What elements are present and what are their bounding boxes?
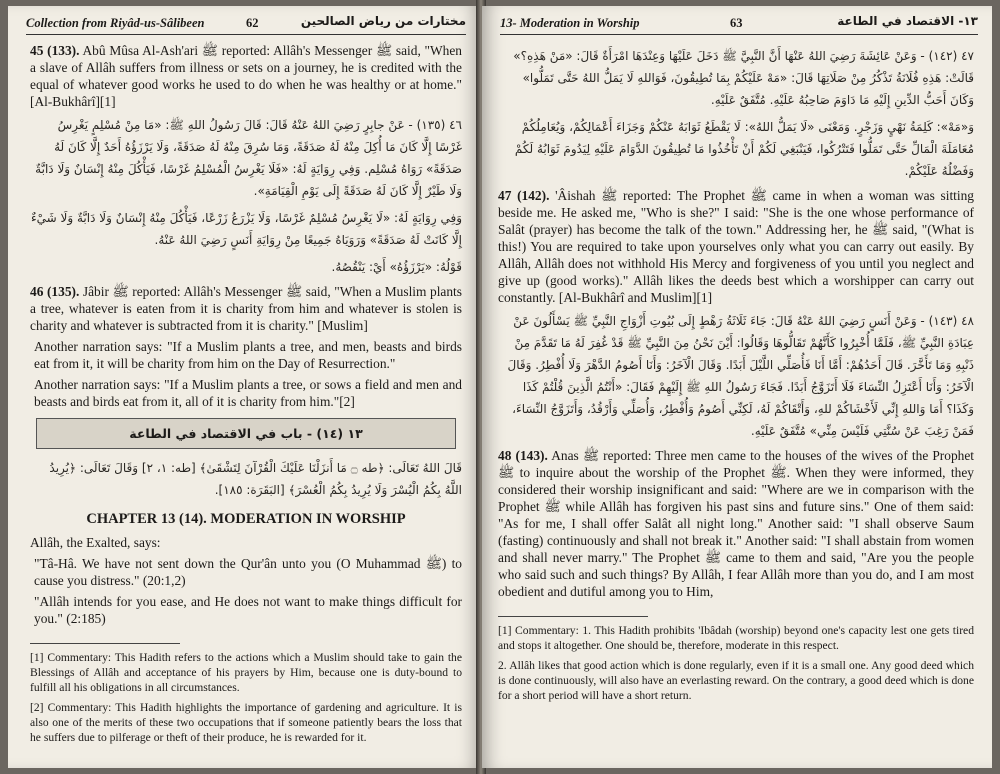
hadith-48 [498,447,974,600]
hadith-label: 48 (143). [498,448,548,463]
arabic-hadith-46-gloss: قَوْلُهُ: «يَرْزَؤُهُ» أَيْ: يَنْقُصُهُ. [331,260,462,274]
chapter-running-title: 13- Moderation in Worship [500,16,640,30]
right-page-header [500,14,978,35]
hadith-label: 45 (133). [30,43,80,58]
hadith-text: Jâbir ﷺ reported: Allâh's Messenger ﷺ said, "When a Muslim plants a tree, whatever is eaten from it is charity from him and whatever is stolen is charity and whatever is subtracted from it is charity." [Muslim] [30,284,462,333]
page-number: 62 [246,16,259,30]
hadith-46 [30,283,462,334]
left-page-header [26,14,466,35]
chapter-intro: Allâh, the Exalted, says: [30,535,161,550]
verse-2: "Allâh intends for you ease, and He does not want to make things difficult for you." (2:185) [34,594,462,626]
hadith-46-narration-3: Another narration says: "If a Muslim plants a tree, or sows a field and men and beasts and birds eat from it, all of it is charity from him."[2] [34,377,462,409]
arabic-chapter-heading: ١٣ (١٤) - باب في الاقتصاد في الطاعة [36,418,456,449]
chapter-title: CHAPTER 13 (14). MODERATION IN WORSHIP [86,511,406,527]
hadith-label: 46 (135). [30,284,80,299]
footnote-divider [498,616,648,617]
book-title: Collection from Riyâd-us-Sâlibeen [26,16,205,30]
footnote-2: [2] Commentary: This Hadith highlights the importance of gardening and agriculture. It is also one of the merits of these two occupations that if someone patiently bears the loss that he suffers due to pilferage or theft of their produce, he is rewarded for it. [30,701,462,744]
page-number: 63 [730,16,743,30]
hadith-text: Abû Mûsa Al-Ash'ari ﷺ reported: Allâh's Messenger ﷺ said, "When a slave of Allâh suffers from illness or sets on a journey, he is credited with the equal of whatever good works he used to do when he was healthy or at home." [Al-Bukhârî][1] [30,43,462,109]
right-page-body [498,42,974,708]
arabic-hadith-48: ٤٨ (١٤٣) - وَعَنْ أَنَسٍ رَضِيَ اللهُ عَنْهُ قَالَ: جَاءَ ثَلَاثَةُ رَهْطٍ إِلَى بُيُوتِ أَزْوَاجِ النَّبِيِّ ﷺ يَسْأَلُونَ عَنْ عِبَادَةِ النَّبِيِّ ﷺ، فَلَمَّا أُخْبِرُوا كَأَنَّهُمْ تَقَالُّوهَا وَقَالُوا: أَيْنَ نَحْنُ مِنَ النَّبِيِّ ﷺ قَدْ غُفِرَ لَهُ مَا تَقَدَّمَ مِنْ ذَنْبِهِ وَمَا تَأَخَّرَ. قَالَ أَحَدُهُمْ: أَمَّا أَنَا فَأُصَلِّي اللَّيْلَ أَبَدًا. وَقَالَ الْآخَرُ: وَأَنَا أَصُومُ الدَّهْرَ وَلَا أُفْطِرُ. وَقَالَ الْآخَرُ: وَأَنَا أَعْتَزِلُ النِّسَاءَ فَلَا أَتَزَوَّجُ أَبَدًا. فَجَاءَ رَسُولُ اللهِ ﷺ إِلَيْهِمْ فَقَالَ: «أَنْتُمُ الَّذِينَ قُلْتُمْ كَذَا وَكَذَا؟ أَمَا وَاللهِ إِنِّي لَأَخْشَاكُمْ للهِ، وَأَتْقَاكُمْ لَهُ، لَكِنِّي أَصُومُ وَأُفْطِرُ، وَأُصَلِّي وَأَرْقُدُ، وَأَتَزَوَّجُ النِّسَاءَ، فَمَنْ رَغِبَ عَنْ سُنَّتِي فَلَيْسَ مِنِّي» مُتَّفَقٌ عَلَيْهِ. [507,314,974,438]
arabic-book-title: مختارات من رياض الصالحين [300,14,466,28]
left-page-body [30,42,462,750]
arabic-hadith-47: ٤٧ (١٤٢) - وَعَنْ عَائِشَةَ رَضِيَ اللهُ عَنْهَا أَنَّ النَّبِيَّ ﷺ دَخَلَ عَلَيْهَا وَعِنْدَهَا امْرَأَةٌ قَالَ: «مَنْ هَذِهِ؟» قَالَتْ: هَذِهِ فُلَانَةُ تَذْكُرُ مِنْ صَلَاتِهَا قَالَ: «مَهْ عَلَيْكُمْ بِمَا تُطِيقُونَ، فَوَاللهِ لَا يَمَلُّ اللهُ حَتَّى تَمَلُّوا» وَكَانَ أَحَبُّ الدِّينِ إِلَيْهِ مَا دَاوَمَ صَاحِبُهُ عَلَيْهِ. مُتَّفَقٌ عَلَيْهِ. [513,49,974,107]
footnote-2: 2. Allâh likes that good action which is done regularly, even if it is a small one. Any good deed which is done continuously, will also have an everlasting reward. On the contrary, a good deed which is done for a short period will have a short return. [498,659,974,702]
hadith-label: 47 (142). [498,188,550,203]
hadith-47 [498,187,974,306]
right-page [482,6,992,768]
arabic-chapter-running-title: ١٣- الاقتصاد في الطاعة [837,14,978,28]
arabic-hadith-46: ٤٦ (١٣٥) - عَنْ جابِرٍ رَضِيَ اللهُ عَنْهُ قَالَ: قَالَ رَسُولُ اللهِ ﷺ: «مَا مِنْ مُسْلِمٍ يَغْرِسُ غَرْسًا إِلَّا كَانَ مَا أُكِلَ مِنْهُ لَهُ صَدَقَةً، وَمَا سُرِقَ مِنْهُ لَهُ صَدَقَةً، وَلَا يَرْزَؤُهُ أَحَدٌ إِلَّا كَانَ لَهُ صَدَقَةً» رَوَاهُ مُسْلِم. وَفِي رِوَايَةٍ لَهُ: «فَلَا يَغْرِسُ الْمُسْلِمُ غَرْسًا، فَيَأْكُلَ مِنْهُ إِنْسَانٌ وَلَا دَابَّةٌ وَلَا طَيْرٌ إِلَّا كَانَ لَهُ صَدَقَةً إِلَى يَوْمِ الْقِيَامَةِ». [35,118,462,198]
arabic-quran-verses: قَالَ اللهُ تَعَالَى: ﴿طه ۝ مَا أَنزَلْنَا عَلَيْكَ الْقُرْآنَ لِتَشْقَىٰ﴾ [طه: ١، ٢] وَقَالَ تَعَالَى: ﴿يُرِيدُ اللَّهُ بِكُمُ الْيُسْرَ وَلَا يُرِيدُ بِكُمُ الْعُسْرَ﴾ [البَقَرَة: ١٨٥]. [49,461,462,497]
hadith-45 [30,42,462,110]
arabic-hadith-47-gloss: وَ«مَهْ»: كَلِمَةُ نَهْيٍ وَزَجْرٍ. وَمَعْنَى «لَا يَمَلُّ اللهُ»: لَا يَقْطَعُ ثَوَابَهُ عَنْكُمْ وَجَزَاءَ أَعْمَالِكُمْ، وَيُعَامِلُكُمْ مُعَامَلَةَ الْمَالِّ حَتَّى تَمَلُّوا فَتَتْرُكُوا، فَيَنْبَغِي لَكُمْ أَنْ تَأْخُذُوا مَا تُطِيقُونَ الدَّوَامَ عَلَيْهِ لِيَدُومَ ثَوَابُهُ لَكُمْ وَفَضْلُهُ عَلَيْكُمْ. [514,120,974,178]
left-page [8,6,480,768]
arabic-hadith-46-narration: وَفِي رِوَايَةٍ لَهُ: «لَا يَغْرِسُ مُسْلِمٌ غَرْسًا، وَلَا يَزْرَعُ زَرْعًا، فَيَأْكُلَ مِنْهُ إِنْسَانٌ وَلَا دَابَّةٌ وَلَا شَيْءٌ إِلَّا كَانَتْ لَهُ صَدَقَةً» وَرَوَيَاهُ جَمِيعًا مِنْ رِوَايَةِ أَنَسٍ رَضِيَ اللهُ عَنْهُ. [31,211,462,247]
hadith-text: Anas ﷺ reported: Three men came to the houses of the wives of the Prophet ﷺ to inquire about the worship of the Prophet ﷺ. When they were informed, they considered their worship insignificant and said: "Where are we in comparison with the Prophet ﷺ while Allâh has forgiven his past sins and future sins." One of them said: "As for me, I shall offer Salât all night long." Another said: "I shall observe Saum (fasting) continuously and shall not break it." Another said: "I shall abstain from women and shall never marry." The Prophet ﷺ came to them and said, "Are you the people who said such and such things? By Allâh, I fear Allâh more than you do, and I am most obedient and dutiful among you to Him, [498,448,975,599]
verse-1: "Tâ-Hâ. We have not sent down the Qur'ân unto you (O Muhammad ﷺ) to cause you distress." (20:1,2) [34,556,462,588]
hadith-text: 'Âishah ﷺ reported: The Prophet ﷺ came in when a woman was sitting beside me. He asked me, "Who is she?" I said: "She is the one whose performance of Salât (prayer) has become the talk of the town." Addressing her, he ﷺ said, "(What is this!) You are required to take upon yourselves only what you can carry out easily. By Allâh, Allâh does not withhold His Mercy and forgiveness of you until you neglect and give up (good works)." Allâh likes the deeds best which a worshipper can carry out constantly. [Al-Bukhârî and Muslim][1] [498,188,974,305]
footnote-1: [1] Commentary: This Hadith refers to the actions which a Muslim should take to gain the Blessings of Allâh and acceptance of his prayers by Him, because one is duty-bound to fulfill all his obligations in all circumstances. [30,651,462,694]
footnote-1: [1] Commentary: 1. This Hadith prohibits 'Ibâdah (worship) beyond one's capacity lest one gets tired and stops it altogether. One should be, therefore, moderate in this respect. [498,624,974,652]
footnote-divider [30,643,180,644]
hadith-46-narration-2: Another narration says: "If a Muslim plants a tree, and men, beasts and birds eat from it, it will be charity from him on the Day of Resurrection." [34,339,462,371]
